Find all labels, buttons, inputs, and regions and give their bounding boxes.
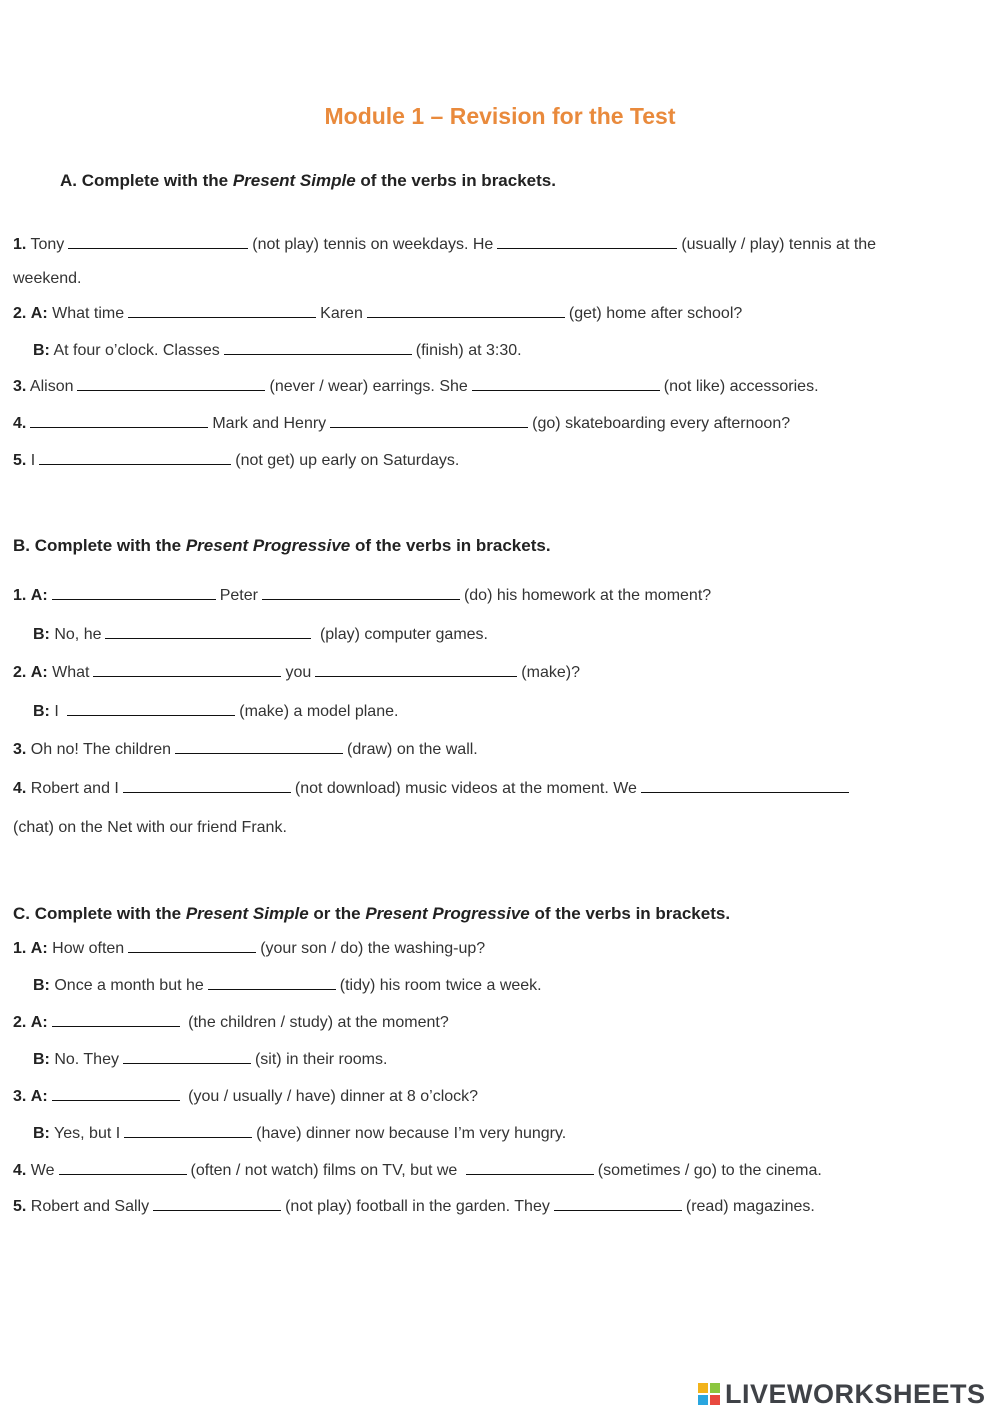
section-a-heading: A. Complete with the Present Simple of the verbs in brackets. [60, 171, 556, 190]
exercise-b2: 2. A: What you (make)? [13, 664, 580, 681]
exercise-b4-cont: (chat) on the Net with our friend Frank. [13, 819, 287, 836]
exercise-a1: 1. Tony (not play) tennis on weekdays. He (usually / play) tennis at the [13, 236, 877, 253]
answer-blank[interactable] [175, 752, 343, 754]
logo-mark-icon [697, 1380, 723, 1408]
section-b-heading: B. Complete with the Present Progressive of the verbs in brackets. [13, 536, 551, 555]
answer-blank[interactable] [224, 353, 412, 355]
logo-text: LIVEWORKSHEETS [725, 1378, 986, 1409]
answer-blank[interactable] [39, 463, 231, 465]
answer-blank[interactable] [497, 247, 677, 249]
answer-blank[interactable] [67, 714, 235, 716]
answer-blank[interactable] [77, 389, 265, 391]
exercise-b2-b: B: I (make) a model plane. [33, 703, 399, 720]
answer-blank[interactable] [466, 1173, 594, 1175]
answer-blank[interactable] [128, 316, 316, 318]
exercise-c5: 5. Robert and Sally (not play) football in the garden. They (read) magazines. [13, 1198, 815, 1215]
section-c-heading: C. Complete with the Present Simple or the Present Progressive of the verbs in brackets. [13, 904, 731, 923]
exercise-b1: 1. A: Peter (do) his homework at the moment? [13, 587, 712, 604]
exercise-b4: 4. Robert and I (not download) music videos at the moment. We [13, 780, 853, 798]
exercise-b3: 3. Oh no! The children (draw) on the wall. [13, 741, 478, 758]
exercise-b1-b: B: No, he (play) computer games. [33, 626, 488, 643]
exercise-c3-b: B: Yes, but I (have) dinner now because I’m very hungry. [33, 1125, 567, 1142]
exercise-a1-cont: weekend. [13, 270, 82, 287]
answer-blank[interactable] [472, 389, 660, 391]
answer-blank[interactable] [554, 1209, 682, 1211]
answer-blank[interactable] [52, 1099, 180, 1101]
answer-blank[interactable] [105, 637, 311, 639]
liveworksheets-logo[interactable] [697, 1376, 986, 1412]
answer-blank[interactable] [52, 1025, 180, 1027]
exercise-c3: 3. A: (you / usually / have) dinner at 8 o’clock? [13, 1088, 479, 1105]
page-title: Module 1 – Revision for the Test [324, 103, 676, 129]
exercise-a5: 5. I (not get) up early on Saturdays. [13, 452, 460, 469]
answer-blank[interactable] [208, 988, 336, 990]
answer-blank[interactable] [330, 426, 528, 428]
answer-blank[interactable] [315, 675, 517, 677]
answer-blank[interactable] [123, 1062, 251, 1064]
answer-blank[interactable] [93, 675, 281, 677]
answer-blank[interactable] [124, 1136, 252, 1138]
answer-blank[interactable] [367, 316, 565, 318]
answer-blank[interactable] [59, 1173, 187, 1175]
exercise-a2: 2. A: What time Karen (get) home after school? [13, 305, 743, 322]
answer-blank[interactable] [262, 598, 460, 600]
answer-blank[interactable] [68, 247, 248, 249]
exercise-a2-b: B: At four o’clock. Classes (finish) at 3:30. [33, 342, 522, 359]
exercise-a4: 4. Mark and Henry (go) skateboarding every afternoon? [13, 415, 791, 432]
exercise-c4: 4. We (often / not watch) films on TV, but we (sometimes / go) to the cinema. [13, 1162, 822, 1179]
exercise-c2-b: B: No. They (sit) in their rooms. [33, 1051, 388, 1068]
answer-blank[interactable] [153, 1209, 281, 1211]
answer-blank[interactable] [641, 791, 849, 793]
exercise-a3: 3. Alison (never / wear) earrings. She (not like) accessories. [13, 378, 819, 395]
answer-blank[interactable] [52, 598, 216, 600]
answer-blank[interactable] [128, 951, 256, 953]
exercise-c2: 2. A: (the children / study) at the moment? [13, 1014, 449, 1031]
answer-blank[interactable] [123, 791, 291, 793]
answer-blank[interactable] [30, 426, 208, 428]
exercise-c1-b: B: Once a month but he (tidy) his room twice a week. [33, 977, 542, 994]
exercise-c1: 1. A: How often (your son / do) the washing-up? [13, 940, 486, 957]
